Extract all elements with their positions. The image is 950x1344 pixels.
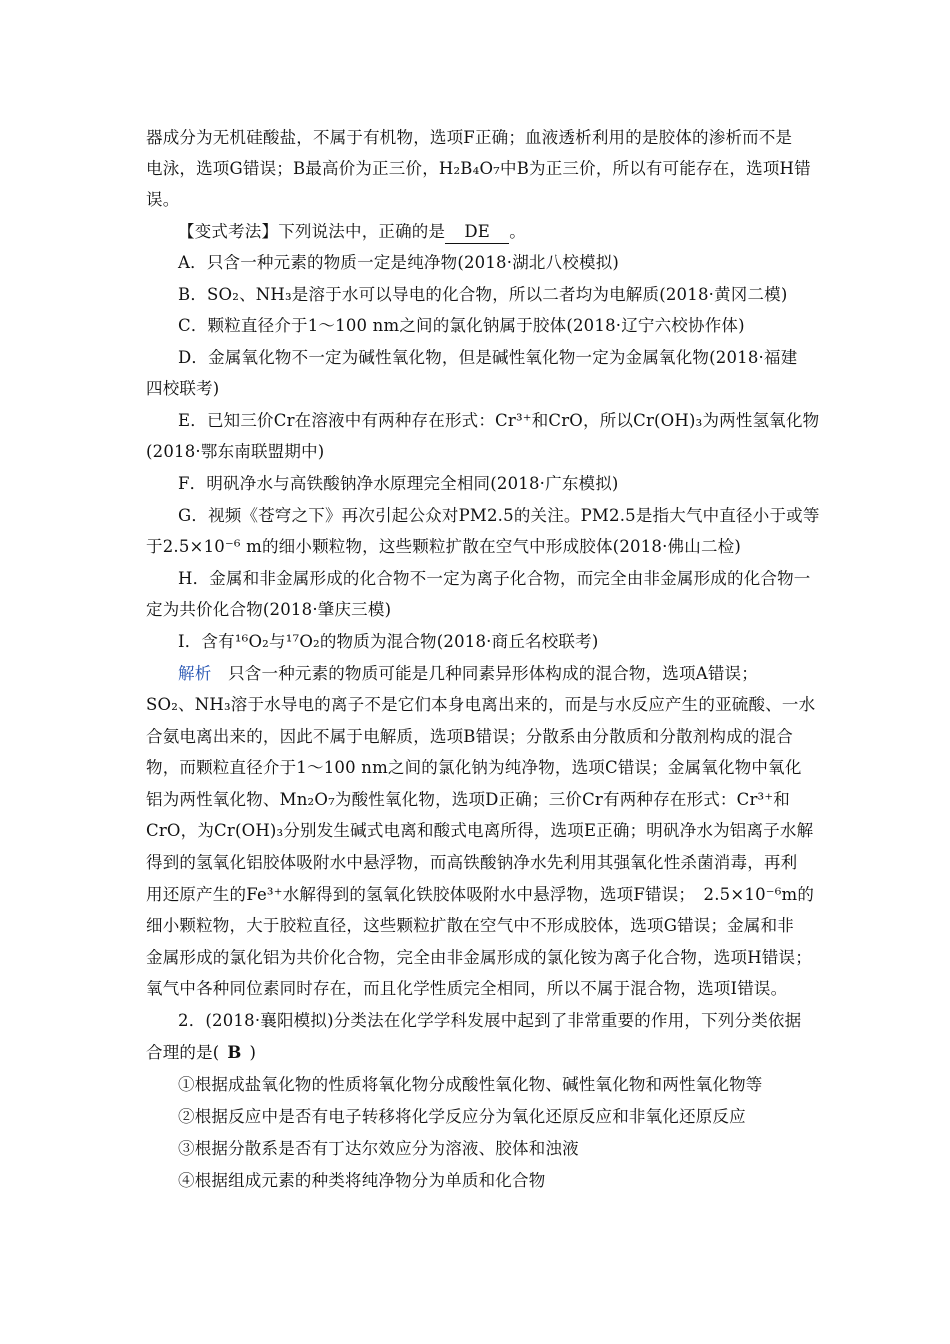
q2-prefix: 合理的是( <box>146 1043 220 1062</box>
question-2-cont <box>146 1042 808 1064</box>
analysis-line: 合氨电离出来的，因此不属于电解质，选项B错误；分散系由分散质和分散剂构成的混合 <box>146 727 793 746</box>
option-f: F．明矾净水与高铁酸钠净水原理完全相同(2018·广东模拟) <box>178 474 619 493</box>
analysis-text: 只含一种元素的物质可能是几种同素异形体构成的混合物，选项A错误； <box>211 664 758 683</box>
analysis-line: CrO，为Cr(OH)₃分别发生碱式电离和酸式电离所得，选项E正确；明矾净水为铝离子水解 <box>146 821 814 840</box>
analysis-line: 细小颗粒物，大于胶粒直径，这些颗粒扩散在空气中不形成胶体，选项G错误；金属和非 <box>146 916 794 935</box>
option-d-cont: 四校联考) <box>146 379 220 398</box>
analysis-label: 解析 <box>178 664 212 683</box>
question-2: 2．(2018·襄阳模拟)分类法在化学学科发展中起到了非常重要的作用，下列分类依据 <box>178 1011 802 1030</box>
analysis-line: 得到的氢氧化铝胶体吸附水中悬浮物，而高铁酸钠净水先利用其强氧化性杀菌消毒，再利 <box>146 853 798 872</box>
option-h-cont: 定为共价化合物(2018·肇庆三模) <box>146 600 392 619</box>
q2-suffix: ) <box>249 1043 257 1062</box>
statement-1: ①根据成盐氧化物的性质将氧化物分成酸性氧化物、碱性氧化物和两性氧化物等 <box>178 1075 763 1094</box>
analysis-line: 氧气中各种同位素同时存在，而且化学性质完全相同，所以不属于混合物，选项I错误。 <box>146 979 788 998</box>
analysis-line: 用还原产生的Fe³⁺水解得到的氢氧化铁胶体吸附水中悬浮物，选项F错误； 2.5×10⁻⁶m的 <box>146 885 815 904</box>
variant-prefix: 【变式考法】下列说法中，正确的是 <box>178 222 446 241</box>
option-c: C．颗粒直径介于1～100 nm之间的氯化钠属于胶体(2018·辽宁六校协作体) <box>178 316 745 335</box>
option-i: I．含有¹⁶O₂与¹⁷O₂的物质为混合物(2018·商丘名校联考) <box>178 632 599 651</box>
option-a: A．只含一种元素的物质一定是纯净物(2018·湖北八校模拟) <box>178 253 620 272</box>
option-b: B．SO₂、NH₃是溶于水可以导电的化合物，所以二者均为电解质(2018·黄冈二模) <box>178 285 788 304</box>
statement-3: ③根据分散系是否有丁达尔效应分为溶液、胶体和浊液 <box>178 1139 579 1158</box>
text-line: 电泳，选项G错误；B最高价为正三价，H₂B₄O₇中B为正三价，所以有可能存在，选项H错 <box>146 159 811 178</box>
option-e: E．已知三价Cr在溶液中有两种存在形式：Cr³⁺和CrO，所以Cr(OH)₃为两性氢氧化物 <box>178 411 820 430</box>
option-g: G．视频《苍穹之下》再次引起公众对PM2.5的关注。PM2.5是指大气中直径小于或等 <box>178 506 820 525</box>
analysis-line: 金属形成的氯化铝为共价化合物，完全由非金属形成的氯化铵为离子化合物，选项H错误； <box>146 948 812 967</box>
option-e-cont: (2018·鄂东南联盟期中) <box>146 442 325 461</box>
analysis-line: SO₂、NH₃溶于水导电的离子不是它们本身电离出来的，而是与水反应产生的亚硫酸、一水 <box>146 695 816 714</box>
analysis-first-line <box>178 663 840 685</box>
variant-answer: DE <box>445 221 509 244</box>
analysis-line: 铝为两性氧化物、Mn₂O₇为酸性氧化物，选项D正确；三价Cr有两种存在形式：Cr³⁺和 <box>146 790 790 809</box>
statement-4: ④根据组成元素的种类将纯净物分为单质和化合物 <box>178 1171 546 1190</box>
variant-question <box>178 221 840 244</box>
text-line: 器成分为无机硅酸盐，不属于有机物，选项F正确；血液透析利用的是胶体的渗析而不是 <box>146 128 793 147</box>
option-g-cont: 于2.5×10⁻⁶ m的细小颗粒物，这些颗粒扩散在空气中形成胶体(2018·佛山二检) <box>146 537 741 556</box>
q2-answer: B <box>227 1043 242 1062</box>
variant-suffix: 。 <box>509 222 526 241</box>
option-h: H．金属和非金属形成的化合物不一定为离子化合物，而完全由非金属形成的化合物一 <box>178 569 811 588</box>
statement-2: ②根据反应中是否有电子转移将化学反应分为氧化还原反应和非氧化还原反应 <box>178 1107 746 1126</box>
text-line: 误。 <box>146 190 180 209</box>
analysis-line: 物，而颗粒直径介于1～100 nm之间的氯化钠为纯净物，选项C错误；金属氧化物中氧化 <box>146 758 802 777</box>
option-d: D．金属氧化物不一定为碱性氧化物，但是碱性氧化物一定为金属氧化物(2018·福建 <box>178 348 798 367</box>
